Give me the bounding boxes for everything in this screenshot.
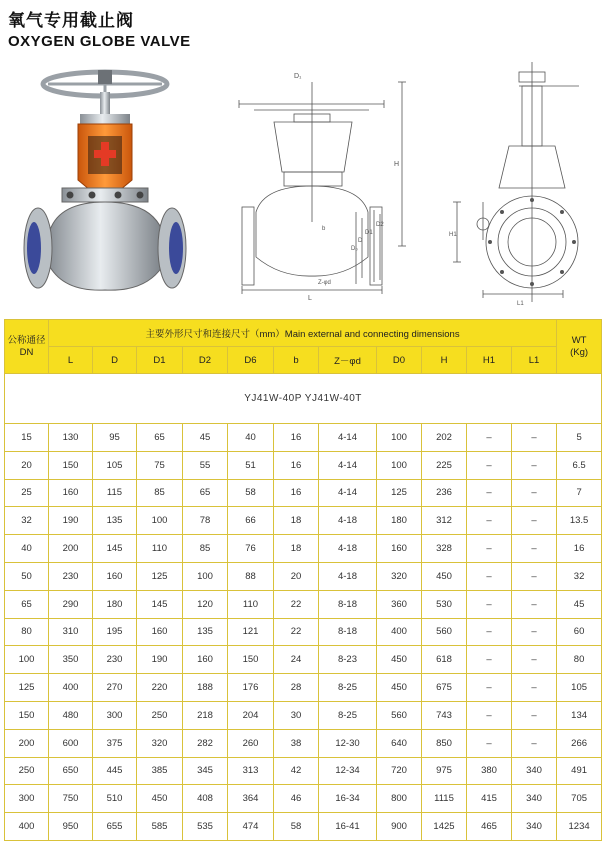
table-cell: 28 <box>274 674 319 702</box>
column-header: D2 <box>183 347 228 374</box>
table-cell: 125 <box>137 562 183 590</box>
table-cell: 640 <box>377 729 422 757</box>
table-cell: 250 <box>5 757 49 785</box>
table-cell: – <box>467 674 512 702</box>
table-cell: 25 <box>5 479 49 507</box>
table-cell: 105 <box>557 674 602 702</box>
table-cell: 13.5 <box>557 507 602 535</box>
table-cell: 42 <box>274 757 319 785</box>
table-cell: 145 <box>137 590 183 618</box>
header-wt <box>557 320 602 374</box>
table-cell: – <box>512 535 557 563</box>
table-row <box>5 757 602 785</box>
table-cell: 120 <box>183 590 228 618</box>
table-cell: 180 <box>377 507 422 535</box>
label-d: D <box>358 238 363 244</box>
table-cell: 12-30 <box>319 729 377 757</box>
column-header: H <box>422 347 467 374</box>
table-cell: 5 <box>557 424 602 452</box>
table-cell: 105 <box>93 451 137 479</box>
table-cell: 8-18 <box>319 618 377 646</box>
table-cell: 474 <box>228 813 274 841</box>
table-cell: 100 <box>377 424 422 452</box>
table-cell: 76 <box>228 535 274 563</box>
table-cell: 8-18 <box>319 590 377 618</box>
table-cell: 16 <box>274 451 319 479</box>
table-cell: 160 <box>49 479 93 507</box>
header-wt-sub: (Kg) <box>570 346 589 358</box>
table-cell: 6.5 <box>557 451 602 479</box>
table-cell: 95 <box>93 424 137 452</box>
table-cell: – <box>512 451 557 479</box>
table-cell: 345 <box>183 757 228 785</box>
table-cell: 110 <box>228 590 274 618</box>
table-cell: 655 <box>93 813 137 841</box>
table-row <box>5 813 602 841</box>
table-cell: 535 <box>183 813 228 841</box>
table-cell: 60 <box>557 618 602 646</box>
header-dn-sub: DN <box>19 346 34 358</box>
table-cell: 130 <box>49 424 93 452</box>
table-cell: 675 <box>422 674 467 702</box>
table-cell: 400 <box>377 618 422 646</box>
column-header: D6 <box>228 347 274 374</box>
table-cell: 465 <box>467 813 512 841</box>
table-cell: 1425 <box>422 813 467 841</box>
table-row <box>5 646 602 674</box>
column-header: H1 <box>467 347 512 374</box>
table-cell: 320 <box>137 729 183 757</box>
table-cell: 195 <box>93 618 137 646</box>
label-h: H <box>394 161 400 168</box>
table-cell: 160 <box>183 646 228 674</box>
table-cell: 8-25 <box>319 674 377 702</box>
table-body <box>5 424 602 841</box>
table-cell: 230 <box>49 562 93 590</box>
table-cell: 480 <box>49 701 93 729</box>
table-cell: 750 <box>49 785 93 813</box>
table-cell: 16-34 <box>319 785 377 813</box>
table-cell: 110 <box>137 535 183 563</box>
table-cell: – <box>467 451 512 479</box>
table-cell: 364 <box>228 785 274 813</box>
table-row <box>5 785 602 813</box>
table-cell: 375 <box>93 729 137 757</box>
table-cell: 190 <box>137 646 183 674</box>
table-cell: – <box>512 701 557 729</box>
column-header: D <box>93 347 137 374</box>
column-header-row <box>5 347 602 374</box>
table-cell: 45 <box>183 424 228 452</box>
table-cell: 560 <box>377 701 422 729</box>
table-row <box>5 451 602 479</box>
table-cell: 4-14 <box>319 451 377 479</box>
table-cell: 743 <box>422 701 467 729</box>
table-cell: 45 <box>557 590 602 618</box>
table-cell: 150 <box>5 701 49 729</box>
table-cell: – <box>512 590 557 618</box>
table-row <box>5 507 602 535</box>
table-cell: 40 <box>228 424 274 452</box>
table-cell: – <box>512 562 557 590</box>
table-cell: 975 <box>422 757 467 785</box>
table-cell: 8-23 <box>319 646 377 674</box>
table-cell: 385 <box>137 757 183 785</box>
label-b: b <box>322 226 326 232</box>
table-cell: – <box>467 562 512 590</box>
table-cell: 950 <box>49 813 93 841</box>
table-row <box>5 674 602 702</box>
table-row <box>5 479 602 507</box>
label-zd: Z-φd <box>318 280 331 286</box>
table-cell: 65 <box>183 479 228 507</box>
table-cell: 4-18 <box>319 562 377 590</box>
table-cell: 200 <box>5 729 49 757</box>
table-cell: 190 <box>49 507 93 535</box>
title-chinese: 氧气专用截止阀 <box>8 11 134 31</box>
table-cell: – <box>467 590 512 618</box>
table-row <box>5 562 602 590</box>
table-cell: 236 <box>422 479 467 507</box>
table-cell: 46 <box>274 785 319 813</box>
table-cell: 125 <box>377 479 422 507</box>
table-cell: – <box>512 729 557 757</box>
table-cell: 510 <box>93 785 137 813</box>
table-cell: – <box>512 646 557 674</box>
table-cell: 4-14 <box>319 479 377 507</box>
table-cell: 18 <box>274 535 319 563</box>
table-cell: 200 <box>49 535 93 563</box>
table-cell: – <box>467 535 512 563</box>
table-cell: – <box>467 424 512 452</box>
table-cell: – <box>467 479 512 507</box>
title-english: OXYGEN GLOBE VALVE <box>8 33 191 50</box>
table-row <box>5 590 602 618</box>
table-cell: – <box>467 646 512 674</box>
table-cell: 22 <box>274 618 319 646</box>
label-d2: D2 <box>376 222 384 228</box>
table-cell: 150 <box>49 451 93 479</box>
table-cell: 16 <box>557 535 602 563</box>
table-cell: 225 <box>422 451 467 479</box>
table-cell: 340 <box>512 813 557 841</box>
table-cell: 55 <box>183 451 228 479</box>
table-cell: 58 <box>228 479 274 507</box>
table-row <box>5 729 602 757</box>
table-cell: 16 <box>274 479 319 507</box>
table-cell: 100 <box>377 451 422 479</box>
label-d0: D₀ <box>351 246 358 252</box>
table-cell: 16-41 <box>319 813 377 841</box>
model-row <box>5 374 602 424</box>
table-cell: 450 <box>422 562 467 590</box>
table-cell: 491 <box>557 757 602 785</box>
table-cell: – <box>467 729 512 757</box>
table-cell: 400 <box>5 813 49 841</box>
table-cell: 88 <box>228 562 274 590</box>
table-cell: 32 <box>557 562 602 590</box>
table-cell: 18 <box>274 507 319 535</box>
table-row <box>5 701 602 729</box>
table-cell: 250 <box>137 701 183 729</box>
table-cell: 115 <box>93 479 137 507</box>
table-cell: 4-18 <box>319 535 377 563</box>
table-cell: 720 <box>377 757 422 785</box>
table-cell: 585 <box>137 813 183 841</box>
table-cell: 12-34 <box>319 757 377 785</box>
table-cell: – <box>512 674 557 702</box>
table-cell: 100 <box>5 646 49 674</box>
table-cell: 800 <box>377 785 422 813</box>
header-wt-label: WT <box>571 334 587 346</box>
label-l: L <box>308 295 312 302</box>
model-label: YJ41W-40P YJ41W-40T <box>5 374 602 424</box>
header-main: 主要外形尺寸和连接尺寸（mm）Main external and connecting dimensions <box>49 320 557 347</box>
table-cell: 282 <box>183 729 228 757</box>
table-cell: 50 <box>5 562 49 590</box>
section-drawing <box>234 62 414 307</box>
table-cell: 100 <box>137 507 183 535</box>
table-cell: – <box>512 618 557 646</box>
table-cell: 135 <box>183 618 228 646</box>
table-cell: 270 <box>93 674 137 702</box>
column-header: D1 <box>137 347 183 374</box>
table-cell: 290 <box>49 590 93 618</box>
table-cell: 125 <box>5 674 49 702</box>
table-cell: – <box>512 479 557 507</box>
table-cell: 266 <box>557 729 602 757</box>
table-cell: 22 <box>274 590 319 618</box>
table-cell: 650 <box>49 757 93 785</box>
header-dn-cn: 公称通径 <box>7 334 46 346</box>
table-cell: 8-25 <box>319 701 377 729</box>
table-cell: 450 <box>377 646 422 674</box>
table-cell: 80 <box>557 646 602 674</box>
table-cell: 15 <box>5 424 49 452</box>
label-l1: L1 <box>517 301 524 307</box>
table-cell: 145 <box>93 535 137 563</box>
table-cell: 160 <box>93 562 137 590</box>
table-cell: 415 <box>467 785 512 813</box>
table-cell: 188 <box>183 674 228 702</box>
label-h1: H1 <box>449 232 457 238</box>
valve-photo <box>20 62 190 312</box>
valve-body <box>50 202 162 290</box>
table-cell: 320 <box>377 562 422 590</box>
table-cell: 204 <box>228 701 274 729</box>
table-cell: 560 <box>422 618 467 646</box>
table-cell: 20 <box>274 562 319 590</box>
table-cell: 85 <box>137 479 183 507</box>
table-row <box>5 618 602 646</box>
table-cell: 300 <box>5 785 49 813</box>
table-cell: 134 <box>557 701 602 729</box>
table-cell: 202 <box>422 424 467 452</box>
column-header: L <box>49 347 93 374</box>
table-row <box>5 424 602 452</box>
table-cell: 310 <box>49 618 93 646</box>
table-cell: 450 <box>137 785 183 813</box>
table-cell: 218 <box>183 701 228 729</box>
column-header: D0 <box>377 347 422 374</box>
header-dn <box>5 320 49 374</box>
table-cell: 78 <box>183 507 228 535</box>
table-row <box>5 535 602 563</box>
table-cell: 530 <box>422 590 467 618</box>
label-d1-side: D1 <box>365 230 373 236</box>
table-cell: 40 <box>5 535 49 563</box>
spec-table <box>4 319 602 841</box>
table-cell: 260 <box>228 729 274 757</box>
table-cell: 328 <box>422 535 467 563</box>
table-cell: 230 <box>93 646 137 674</box>
table-cell: 380 <box>467 757 512 785</box>
table-cell: 450 <box>377 674 422 702</box>
table-cell: 80 <box>5 618 49 646</box>
table-cell: 58 <box>274 813 319 841</box>
column-header: L1 <box>512 347 557 374</box>
table-cell: 51 <box>228 451 274 479</box>
table-cell: 313 <box>228 757 274 785</box>
table-cell: 340 <box>512 757 557 785</box>
table-cell: 121 <box>228 618 274 646</box>
table-cell: 180 <box>93 590 137 618</box>
table-cell: 350 <box>49 646 93 674</box>
label-d1: D₁ <box>294 73 302 80</box>
table-cell: – <box>512 507 557 535</box>
table-cell: 1115 <box>422 785 467 813</box>
table-cell: 150 <box>228 646 274 674</box>
table-cell: 65 <box>137 424 183 452</box>
table-cell: 4-18 <box>319 507 377 535</box>
table-cell: 900 <box>377 813 422 841</box>
table-cell: – <box>467 701 512 729</box>
table-cell: 30 <box>274 701 319 729</box>
table-cell: 66 <box>228 507 274 535</box>
table-cell: 75 <box>137 451 183 479</box>
table-cell: 312 <box>422 507 467 535</box>
table-cell: 38 <box>274 729 319 757</box>
table-cell: 85 <box>183 535 228 563</box>
table-cell: 176 <box>228 674 274 702</box>
table-cell: 32 <box>5 507 49 535</box>
table-cell: 1234 <box>557 813 602 841</box>
table-cell: 705 <box>557 785 602 813</box>
table-cell: 618 <box>422 646 467 674</box>
table-cell: 160 <box>137 618 183 646</box>
table-cell: 20 <box>5 451 49 479</box>
table-cell: 100 <box>183 562 228 590</box>
table-cell: – <box>467 507 512 535</box>
table-cell: 220 <box>137 674 183 702</box>
table-cell: – <box>467 618 512 646</box>
table-cell: 360 <box>377 590 422 618</box>
table-cell: 340 <box>512 785 557 813</box>
table-cell: 7 <box>557 479 602 507</box>
table-cell: 408 <box>183 785 228 813</box>
table-cell: 65 <box>5 590 49 618</box>
table-cell: 16 <box>274 424 319 452</box>
table-cell: 4-14 <box>319 424 377 452</box>
table-cell: 400 <box>49 674 93 702</box>
column-header: Z－φd <box>319 347 377 374</box>
table-cell: 445 <box>93 757 137 785</box>
table-cell: 600 <box>49 729 93 757</box>
table-cell: 300 <box>93 701 137 729</box>
table-cell: 24 <box>274 646 319 674</box>
side-view-drawing <box>447 62 597 307</box>
table-cell: 850 <box>422 729 467 757</box>
table-cell: – <box>512 424 557 452</box>
table-cell: 135 <box>93 507 137 535</box>
table-cell: 160 <box>377 535 422 563</box>
column-header: b <box>274 347 319 374</box>
